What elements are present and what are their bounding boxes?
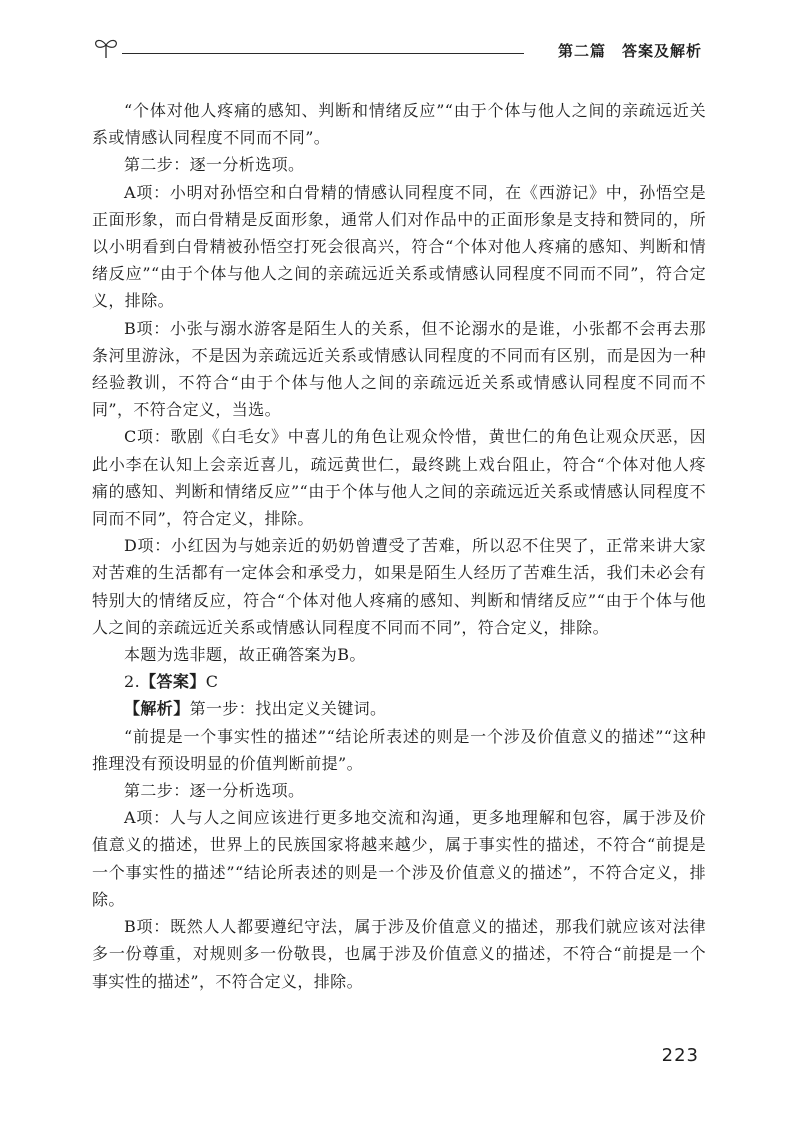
running-header [92, 30, 702, 66]
paragraph-option-d-1: D项：小红因为与她亲近的奶奶曾遭受了苦难，所以忍不住哭了，正常来讲大家对苦难的生活都有一定体会和承受力，如果是陌生人经历了苦难生活，我们未必会有特别大的情绪反应，符合“个体对他人疼痛的感知、判断和情绪反应”“由于个体与他人之间的亲疏远近关系或情感认同程度不同而不同”，符合定义，排除。 [92, 536, 706, 637]
paragraph-option-a-1: A项：小明对孙悟空和白骨精的情感认同程度不同，在《西游记》中，孙悟空是正面形象，而白骨精是反面形象，通常人们对作品中的正面形象是支持和赞同的，所以小明看到白骨精被孙悟空打死会很高兴，符合“个体对他人疼痛的感知、判断和情绪反应”“由于个体与他人之间的亲疏远近关系或情感认同程度不同而不同”，符合定义，排除。 [92, 182, 706, 311]
paragraph-option-b-1: B项：小张与溺水游客是陌生人的关系，但不论溺水的是谁，小张都不会再去那条河里游泳，不是因为亲疏远近关系或情感认同程度的不同而有区别，而是因为一种经验教训，不符合“由于个体与他人之间的亲疏远近关系或情感认同程度不同而不同”，不符合定义，当选。 [92, 318, 706, 420]
answer-label: 【答案】 [140, 672, 206, 692]
paragraph-definition-quote-1: “个体对他人疼痛的感知、判断和情绪反应”“由于个体与他人之间的亲疏远近关系或情感认同程度不同而不同”。 [92, 101, 706, 148]
answer-explanation-body [92, 97, 706, 995]
paragraph-definition-quote-2: “前提是一个事实性的描述”“结论所表述的则是一个涉及价值意义的描述”“这种推理没有预设明显的价值判断前提”。 [92, 726, 706, 773]
paragraph-analysis-2: 【解析】第一步：找出定义关键词。 [124, 699, 387, 719]
question-number: 2. [124, 672, 141, 692]
sprout-icon [92, 34, 120, 60]
paragraph-option-b-2: B项：既然人人都要遵纪守法，属于涉及价值意义的描述，那我们就应该对法律多一份尊重，对规则多一份敬畏，也属于涉及价值意义的描述，不符合“前提是一个事实性的描述”，不符合定义，排除。 [92, 917, 706, 991]
paragraph-step-two-2: 第二步：逐一分析选项。 [124, 781, 305, 801]
section-title: 第二篇 答案及解析 [557, 42, 702, 60]
paragraph-answer-2 [92, 668, 706, 695]
paragraph-step-two-1: 第二步：逐一分析选项。 [124, 155, 305, 175]
paragraph-option-c-1: C项：歌剧《白毛女》中喜儿的角色让观众怜惜，黄世仁的角色让观众厌恶，因此小李在认知上会亲近喜儿，疏远黄世仁，最终跳上戏台阻止，符合“个体对他人疼痛的感知、判断和情绪反应”“由于个体与他人之间的亲疏远近关系或情感认同程度不同而不同”，符合定义，排除。 [92, 427, 706, 529]
header-rule [122, 53, 524, 54]
answer-value: C [205, 672, 219, 692]
paragraph-conclusion-1: 本题为选非题，故正确答案为B。 [124, 645, 366, 665]
analysis-label: 【解析】 [124, 699, 190, 719]
page-number: 223 [661, 1045, 699, 1066]
paragraph-option-a-2: A项：人与人之间应该进行更多地交流和沟通，更多地理解和包容，属于涉及价值意义的描述，世界上的民族国家将越来越少，属于事实性的描述，不符合“前提是一个事实性的描述”“结论所表述的则是一个涉及价值意义的描述”，不符合定义，排除。 [92, 808, 706, 909]
